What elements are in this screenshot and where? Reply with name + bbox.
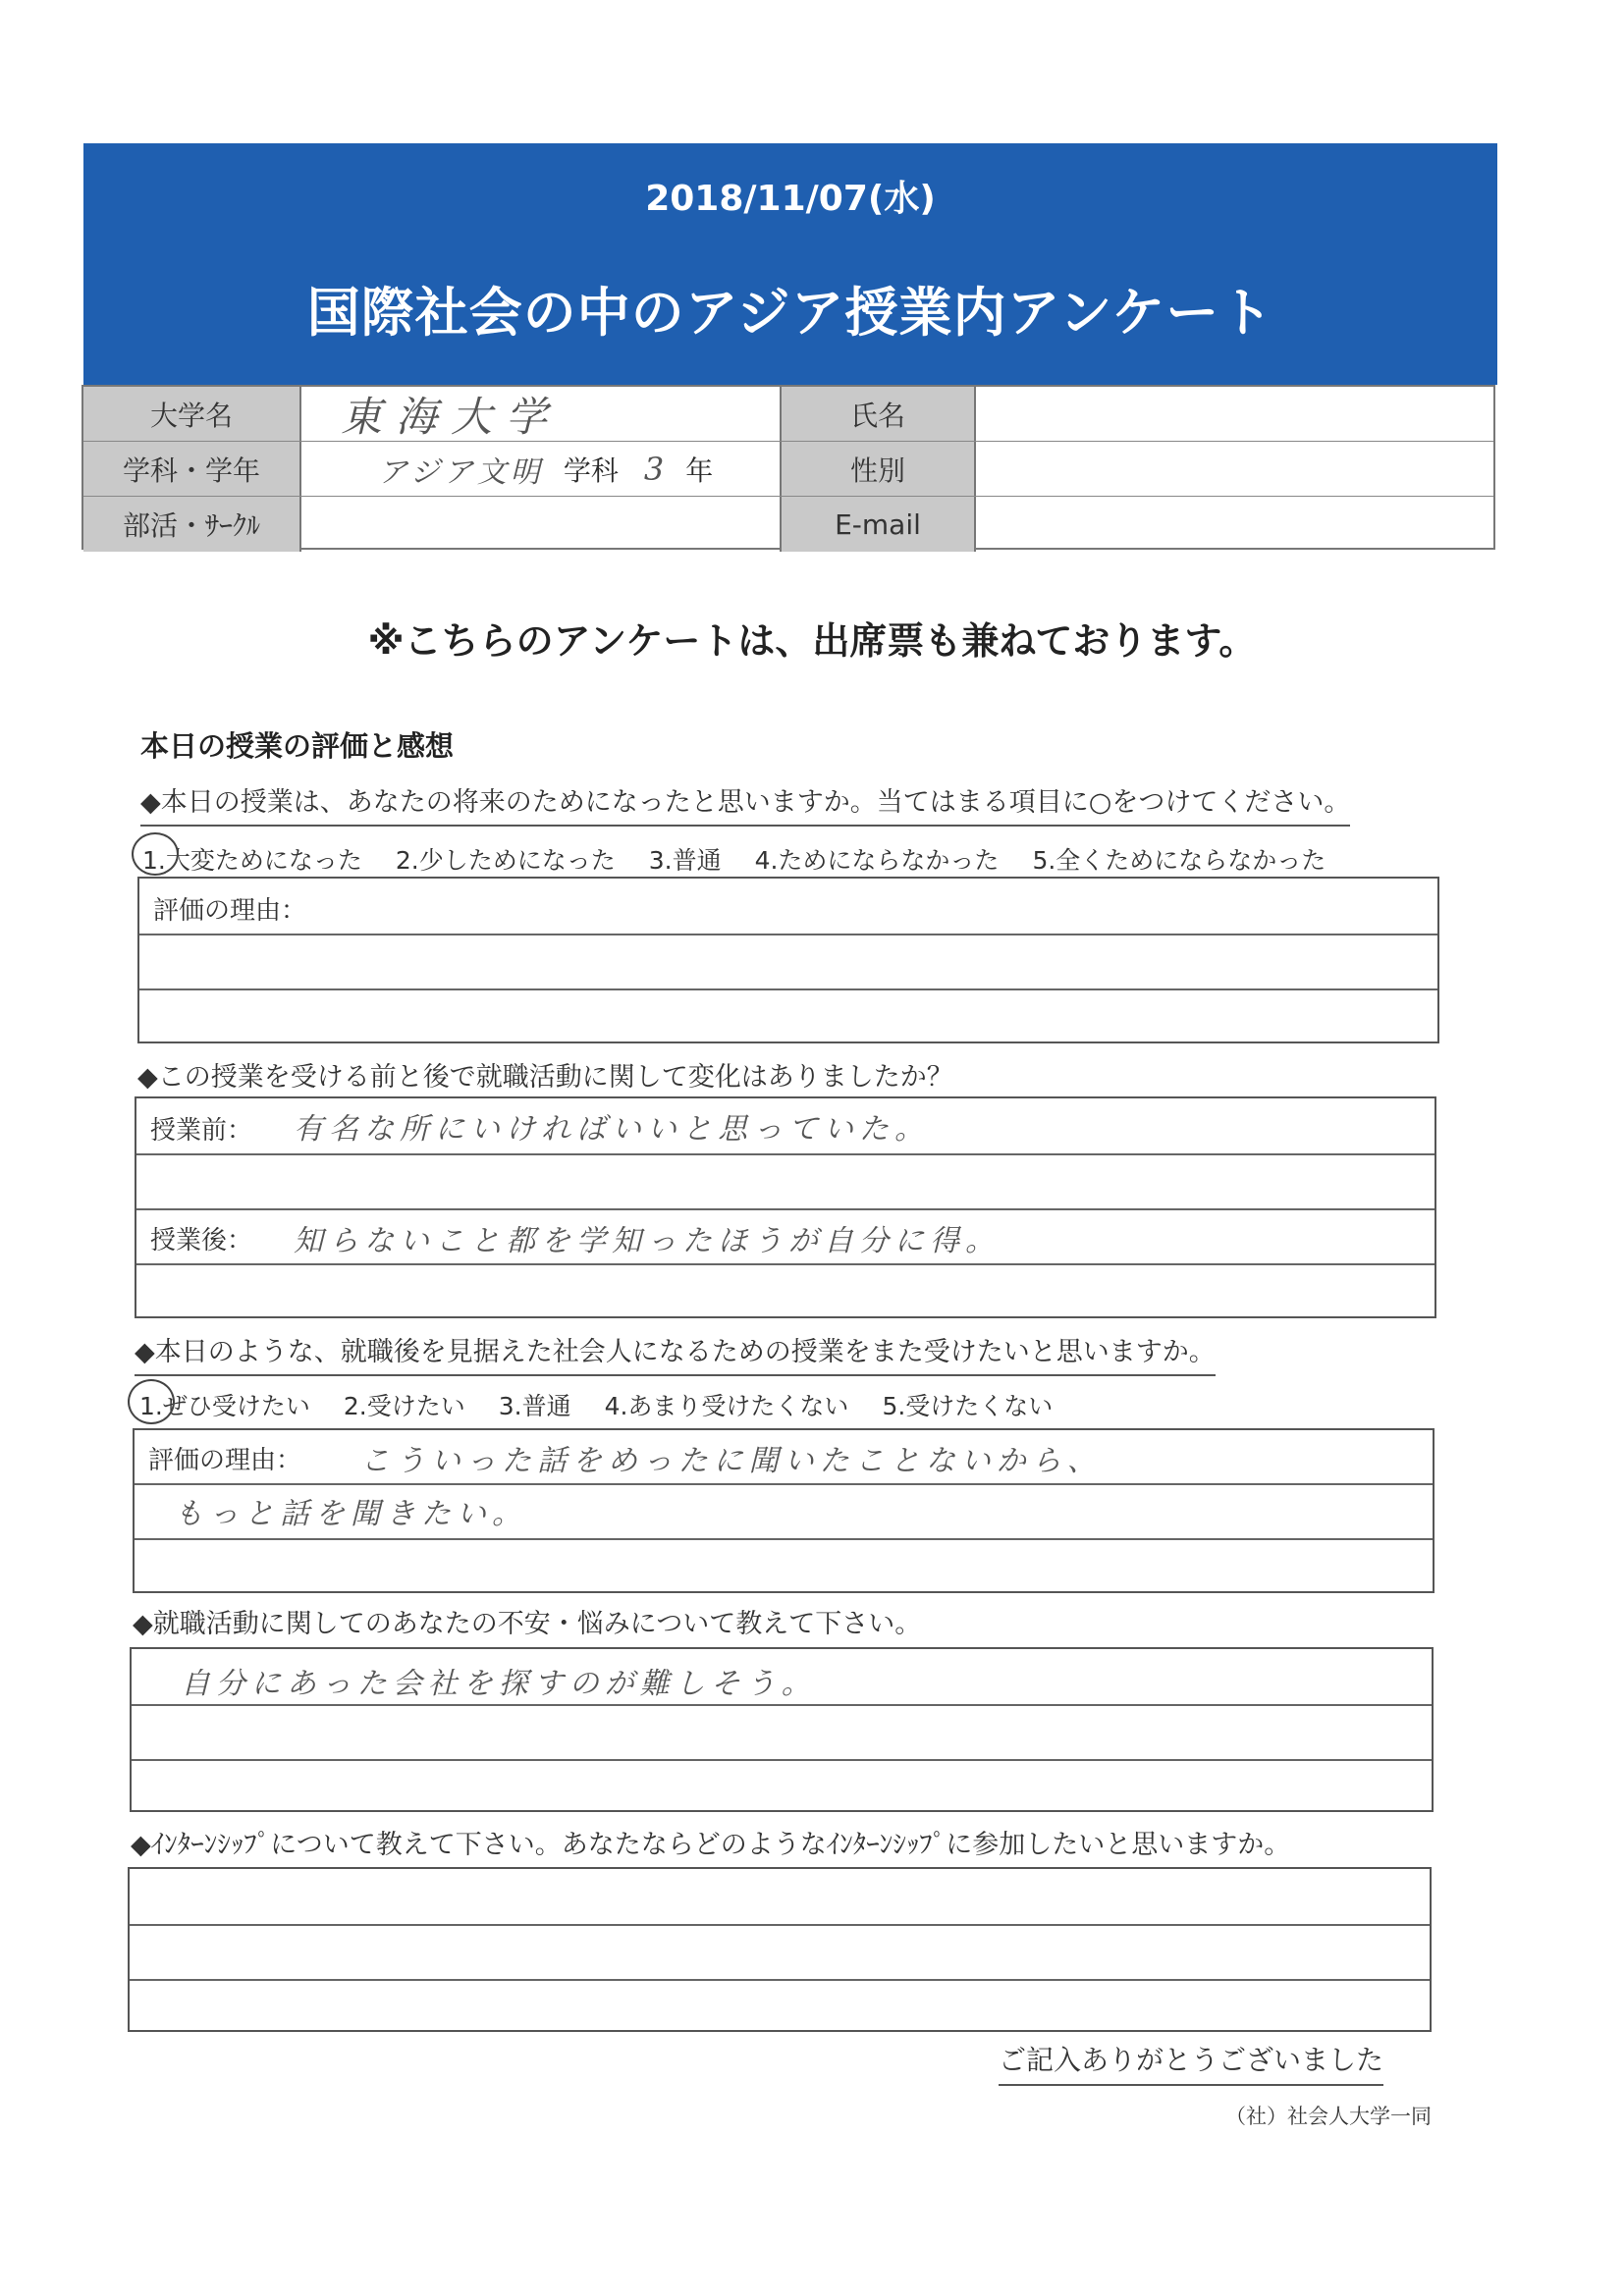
answer-line — [136, 1208, 1435, 1210]
survey-title: 国際社会の中のアジア授業内アンケート — [306, 282, 1274, 344]
department-suffix: 学科 — [563, 454, 619, 487]
info-row-university — [83, 387, 1493, 442]
q1-options — [142, 841, 1359, 877]
survey-date: 2018/11/07(水) — [645, 179, 936, 219]
university-value[interactable]: 東海大学 — [341, 392, 562, 441]
q5-question: ◆ｲﾝﾀｰﾝｼｯﾌﾟについて教えて下さい。あなたならどのようなｲﾝﾀｰﾝｼｯﾌﾟに参加したいと思いますか。 — [131, 1830, 1291, 1860]
q3-option-2[interactable]: 2.受けたい — [343, 1392, 465, 1420]
info-row-department — [83, 442, 1493, 497]
q4-answer-box[interactable] — [130, 1647, 1434, 1812]
organization-signature: （社）社会人大学一同 — [1225, 2105, 1432, 2128]
q3-reason-box[interactable] — [133, 1428, 1435, 1593]
q3-reason-line-1: こういった話をめったに聞いたことないから、 — [360, 1444, 1103, 1478]
attendance-notice: ※こちらのアンケートは、出席票も兼ねております。 — [367, 619, 1257, 663]
answer-line — [132, 1704, 1432, 1706]
q2-before-answer: 有名な所にいければいいと思っていた。 — [294, 1112, 930, 1147]
closing-message: ご記入ありがとうございました — [999, 2039, 1383, 2086]
q5-answer-box[interactable] — [128, 1867, 1432, 2032]
answer-line — [139, 934, 1437, 935]
email-field[interactable] — [982, 497, 1493, 552]
answer-line — [132, 1759, 1432, 1761]
email-label: E-mail — [780, 497, 976, 552]
answer-line — [130, 1924, 1430, 1926]
q1-option-4[interactable]: 4.ためにならなかった — [754, 846, 1000, 875]
department-label: 学科・学年 — [83, 442, 301, 496]
name-label: 氏名 — [780, 387, 976, 441]
gender-label: 性別 — [780, 442, 976, 496]
gender-field[interactable] — [982, 442, 1493, 496]
q1-option-3[interactable]: 3.普通 — [648, 846, 722, 875]
q3-reason-line-2: もっと話を聞きたい。 — [174, 1497, 527, 1531]
answer-line — [139, 988, 1437, 990]
q2-after-label: 授業後： — [150, 1226, 253, 1255]
q1-option-1[interactable]: 1.大変ためになった — [142, 846, 362, 875]
q4-question: ◆就職活動に関してのあなたの不安・悩みについて教えて下さい。 — [133, 1609, 922, 1639]
q3-selected-circle — [128, 1379, 175, 1424]
answer-line — [130, 1979, 1430, 1981]
q2-after-answer: 知らないこと都を学知ったほうが自分に得。 — [294, 1224, 1001, 1258]
section-title: 本日の授業の評価と感想 — [140, 729, 455, 763]
q3-option-3[interactable]: 3.普通 — [498, 1392, 571, 1420]
q3-options — [139, 1387, 1086, 1422]
q1-reason-label: 評価の理由： — [153, 896, 307, 926]
q3-question: ◆本日のような、就職後を見据えた社会人になるための授業をまた受けたいと思いますか。 — [135, 1330, 1216, 1376]
year-value: 3 — [643, 450, 665, 488]
year-suffix: 年 — [685, 454, 714, 487]
q3-option-1[interactable]: 1.ぜひ受けたい — [139, 1392, 310, 1420]
q3-option-4[interactable]: 4.あまり受けたくない — [604, 1392, 849, 1420]
q2-question: ◆この授業を受ける前と後で就職活動に関して変化はありましたか？ — [137, 1062, 953, 1093]
answer-line — [136, 1153, 1435, 1155]
q1-question: ◆本日の授業は、あなたの将来のためになったと思いますか。当てはまる項目に○をつけてください。 — [140, 780, 1350, 827]
department-field[interactable] — [378, 442, 713, 496]
university-label: 大学名 — [83, 387, 301, 441]
answer-line — [135, 1538, 1433, 1540]
q2-before-label: 授業前： — [150, 1116, 253, 1146]
info-row-club — [83, 497, 1493, 552]
q1-reason-box[interactable] — [137, 877, 1439, 1043]
answer-line — [136, 1263, 1435, 1265]
q2-answer-box[interactable] — [135, 1096, 1436, 1318]
q3-option-5[interactable]: 5.受けたくない — [882, 1392, 1054, 1420]
q4-answer: 自分にあった会社を探すのが難しそう。 — [181, 1667, 817, 1701]
survey-header — [83, 143, 1497, 385]
q1-selected-circle — [132, 832, 179, 876]
department-value: アジア文明 — [378, 454, 544, 490]
name-field[interactable] — [982, 387, 1493, 441]
q1-option-2[interactable]: 2.少しためになった — [395, 846, 616, 875]
club-field[interactable] — [309, 497, 771, 552]
club-label: 部活・ｻｰｸﾙ — [83, 497, 301, 552]
answer-line — [135, 1483, 1433, 1485]
respondent-info-table — [81, 385, 1495, 550]
q3-reason-label: 評価の理由： — [148, 1446, 302, 1475]
q1-option-5[interactable]: 5.全くためにならなかった — [1032, 846, 1326, 875]
